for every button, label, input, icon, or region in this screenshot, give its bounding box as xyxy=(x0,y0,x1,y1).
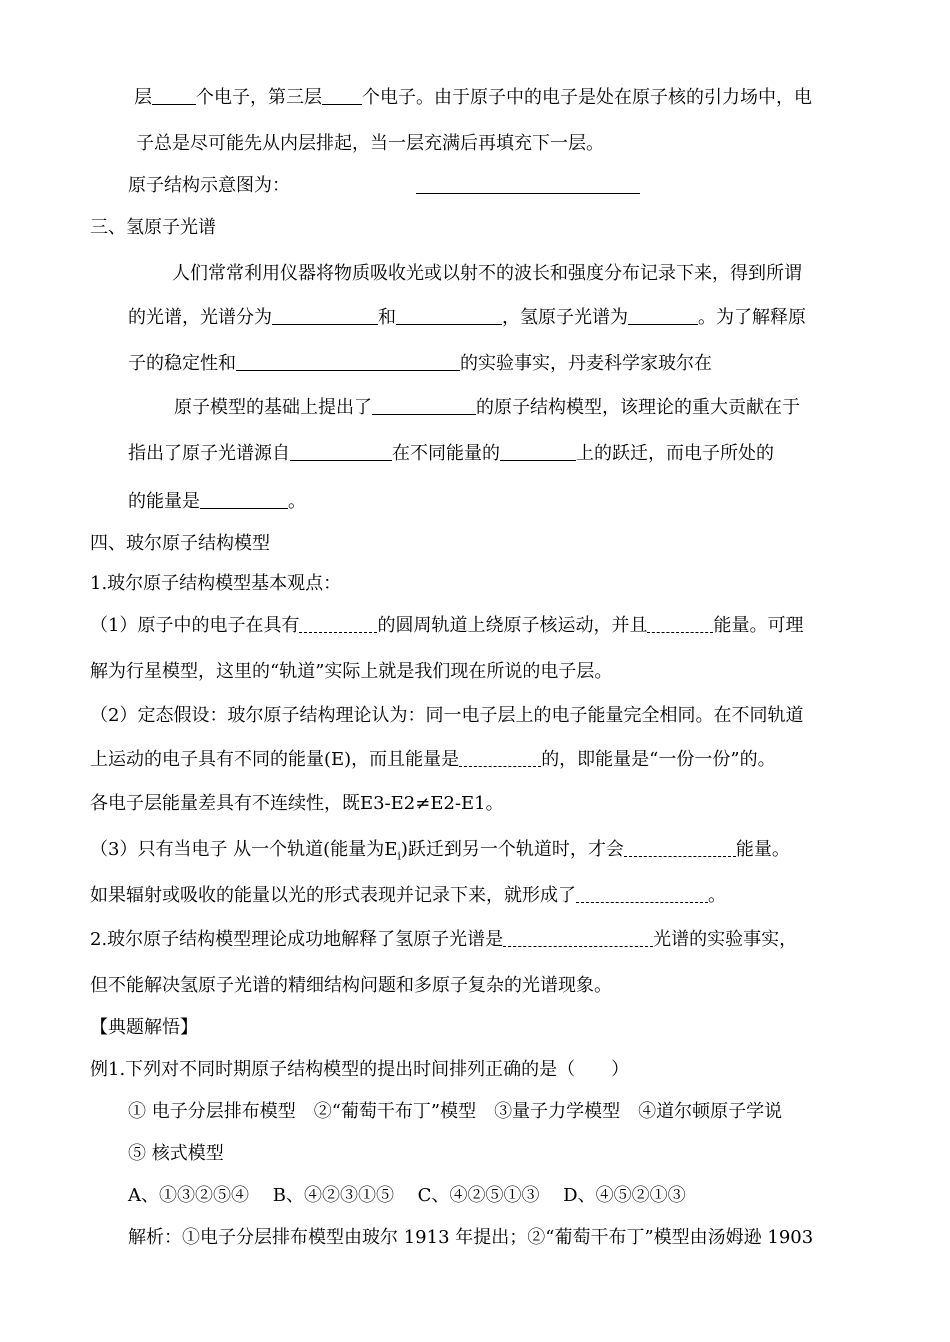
text: 上的跃迁，而电子所处的 xyxy=(576,443,774,464)
section-heading xyxy=(90,216,216,240)
text-line xyxy=(128,352,712,376)
diagram-blank xyxy=(416,193,640,194)
section-heading xyxy=(90,532,270,556)
blank xyxy=(396,306,502,325)
text-line xyxy=(90,884,726,908)
text: （1）原子中的电子在具有 xyxy=(90,615,300,636)
text-line xyxy=(128,442,774,466)
text: 解析：①电子分层排布模型由玻尔 1913 年提出；②“葡萄干布丁”模型由汤姆逊 1903 xyxy=(128,1227,814,1248)
text: 但不能解决氢原子光谱的精细结构问题和多原子复杂的光谱现象。 xyxy=(90,975,612,996)
text-line xyxy=(90,838,790,869)
blank xyxy=(500,442,576,461)
text: ① 电子分层排布模型 ②“葡萄干布丁”模型 ③量子力学模型 ④道尔顿原子学说 xyxy=(128,1101,783,1122)
blank xyxy=(372,396,476,415)
text: 的圆周轨道上绕原子核运动，并且 xyxy=(377,615,648,636)
blank xyxy=(647,614,713,633)
text: 。为了解释原 xyxy=(698,307,806,328)
text: A、①③②⑤④ B、④②③①⑤ C、④②⑤①③ D、④⑤②①③ xyxy=(128,1185,686,1206)
text: 例1.下列对不同时期原子结构模型的提出时间排列正确的是（ ） xyxy=(90,1059,630,1080)
text: 在不同能量的 xyxy=(392,443,500,464)
blank xyxy=(628,306,698,325)
text-line xyxy=(128,490,306,514)
text: 。 xyxy=(708,885,726,906)
text: （2）定态假设：玻尔原子结构理论认为：同一电子层上的电子能量完全相同。在不同轨道 xyxy=(90,705,804,726)
text-line xyxy=(90,792,504,816)
blank xyxy=(152,86,196,105)
text: 。 xyxy=(288,491,306,512)
text-line xyxy=(90,748,776,772)
text: 子总是尽可能先从内层排起，当一层充满后再填充下一层。 xyxy=(136,133,604,154)
text: 光谱的实验事实， xyxy=(653,929,798,950)
text: （3）只有当电子 从一个轨道(能量为E xyxy=(90,839,398,860)
text: 三、氢原子光谱 xyxy=(90,217,216,238)
blank xyxy=(272,306,378,325)
text: 能量。 xyxy=(735,839,790,860)
text-line xyxy=(172,262,802,286)
text: 如果辐射或吸收的能量以光的形式表现并记录下来，就形成了 xyxy=(90,885,576,906)
text-line xyxy=(90,660,612,684)
text: 原子结构示意图为： xyxy=(128,175,290,196)
text: 【典题解悟】 xyxy=(90,1017,198,1038)
text-line xyxy=(90,928,797,952)
text: 解为行星模型，这里的“轨道”实际上就是我们现在所说的电子层。 xyxy=(90,661,613,682)
answer-options xyxy=(128,1184,686,1208)
text: 的能量是 xyxy=(128,491,200,512)
text: 和 xyxy=(378,307,396,328)
text-line xyxy=(90,704,803,728)
text-line xyxy=(128,174,290,198)
text-line xyxy=(136,132,604,156)
analysis-text xyxy=(128,1226,813,1250)
text-line xyxy=(128,306,806,330)
question-stem xyxy=(90,1058,629,1082)
question-items xyxy=(128,1142,224,1166)
subscript: i xyxy=(397,849,401,863)
text: 的原子结构模型，该理论的重大贡献在于 xyxy=(476,397,800,418)
blank xyxy=(236,352,460,371)
text: 个电子。由于原子中的电子是处在原子核的引力场中，电 xyxy=(362,87,812,108)
text: 层 xyxy=(134,87,152,108)
text: 上运动的电子具有不同的能量(E)，而且能量是 xyxy=(90,749,460,770)
text: 的，即能量是“一份一份”的。 xyxy=(541,749,776,770)
blank xyxy=(503,928,653,947)
blank xyxy=(459,748,541,767)
text-line xyxy=(90,974,612,998)
blank xyxy=(200,490,288,509)
text: 能量。可理 xyxy=(713,615,804,636)
question-items xyxy=(128,1100,782,1124)
text-line xyxy=(90,572,341,596)
text: 1.玻尔原子结构模型基本观点： xyxy=(90,573,342,594)
text: 各电子层能量差具有不连续性，既E3-E2≠E2-E1。 xyxy=(90,793,504,814)
text: 的光谱，光谱分为 xyxy=(128,307,272,328)
text: 2.玻尔原子结构模型理论成功地解释了氢原子光谱是 xyxy=(90,929,504,950)
text: 的实验事实，丹麦科学家玻尔在 xyxy=(460,353,712,374)
text: 子的稳定性和 xyxy=(128,353,236,374)
text: 个电子，第三层 xyxy=(196,87,322,108)
text-line xyxy=(174,396,800,420)
text-line xyxy=(134,86,812,110)
text: 指出了原子光谱源自 xyxy=(128,443,290,464)
blank xyxy=(624,838,736,857)
blank xyxy=(290,442,392,461)
section-heading xyxy=(90,1016,198,1040)
text: ⑤ 核式模型 xyxy=(128,1143,224,1164)
text: 四、玻尔原子结构模型 xyxy=(90,533,270,554)
text: 人们常常利用仪器将物质吸收光或以射不的波长和强度分布记录下来，得到所谓 xyxy=(172,263,802,284)
text: )跃迁到另一个轨道时，才会 xyxy=(400,839,624,860)
blank xyxy=(322,86,362,105)
text: 原子模型的基础上提出了 xyxy=(174,397,372,418)
text-line xyxy=(90,614,803,638)
blank xyxy=(576,884,708,903)
blank xyxy=(299,614,377,633)
text: ，氢原子光谱为 xyxy=(502,307,628,328)
